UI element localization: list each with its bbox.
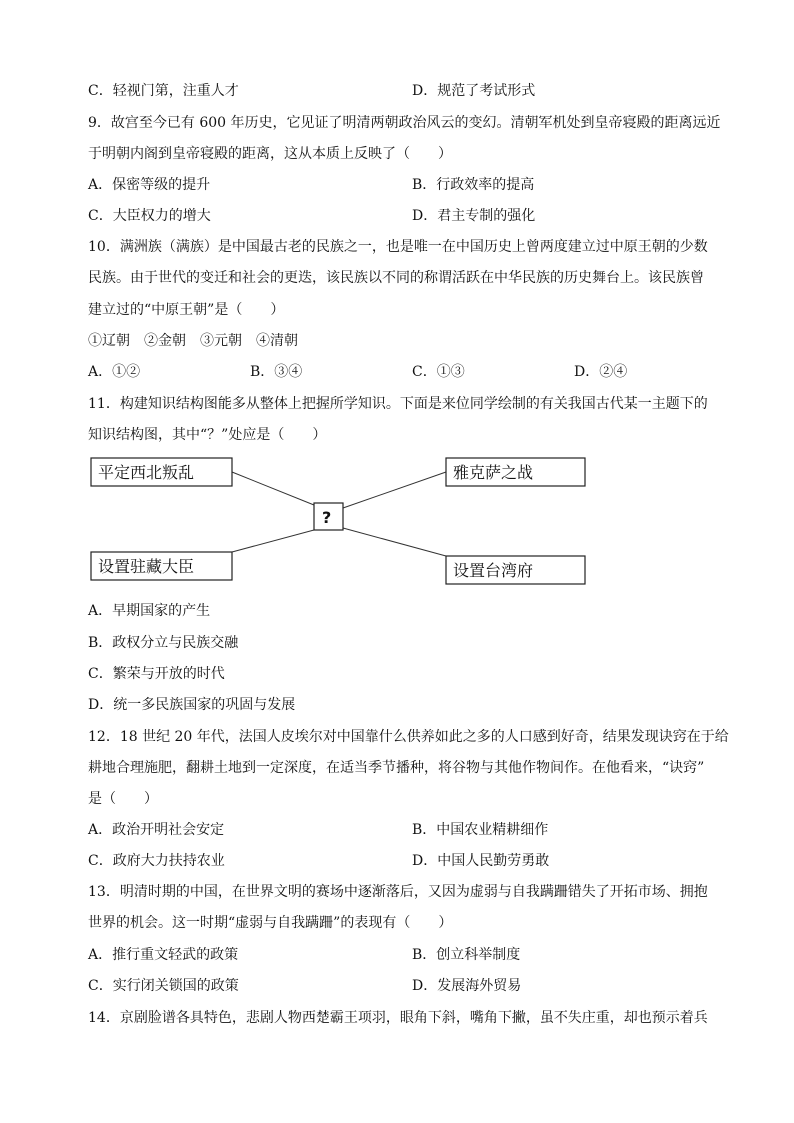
connector-top-left <box>232 472 314 505</box>
q9-option-b: B．行政效率的提高 <box>412 177 535 193</box>
q8-option-c: C．轻视门第，注重人才 <box>88 83 239 99</box>
q13-stem-line2: 世界的机会。这一时期“虚弱与自我蹒跚”的表现有（ ） <box>88 915 453 931</box>
diagram-label-bottom-right: 设置台湾府 <box>453 561 534 580</box>
connector-bottom-right <box>343 528 446 556</box>
q13-option-c: C．实行闭关锁国的政策 <box>88 978 239 994</box>
q10-stem-line2: 民族。由于世代的变迁和社会的更迭，该民族以不同的称谓活跃在中华民族的历史舞台上。该民族曾 <box>88 270 704 286</box>
q9-option-a: A．保密等级的提升 <box>88 177 211 193</box>
q12-option-b: B．中国农业精耕细作 <box>412 822 549 838</box>
q12-stem-line1: 12．18 世纪 20 年代，法国人皮埃尔对中国靠什么供养如此之多的人口感到好奇，结果发现诀窍在于给 <box>88 729 729 745</box>
q13-option-d: D．发展海外贸易 <box>412 978 522 994</box>
diagram-box-top-left <box>91 458 232 486</box>
diagram-label-bottom-left: 设置驻藏大臣 <box>98 557 195 576</box>
diagram-label-top-right: 雅克萨之战 <box>453 463 534 482</box>
q9-option-c: C．大臣权力的增大 <box>88 208 211 224</box>
q11-option-b: B．政权分立与民族交融 <box>88 635 239 651</box>
q10-option-a: A．①② <box>88 364 141 380</box>
connector-top-right <box>343 472 446 508</box>
q12-stem-line3: 是（ ） <box>88 791 158 807</box>
q13-option-a: A．推行重文轻武的政策 <box>88 947 239 963</box>
diagram-box-bottom-left <box>91 552 232 580</box>
q10-stem-line3: 建立过的“中原王朝”是（ ） <box>88 302 285 318</box>
q12-option-d: D．中国人民勤劳勇敢 <box>412 853 550 869</box>
q10-option-b: B．③④ <box>250 364 303 380</box>
q13-stem-line1: 13．明清时期的中国，在世界文明的赛场中逐渐落后，又因为虚弱与自我蹒跚错失了开拓市场、拥抱 <box>88 884 708 900</box>
q11-option-d: D．统一多民族国家的巩固与发展 <box>88 697 296 713</box>
diagram-box-center <box>314 503 343 530</box>
q8-option-d: D．规范了考试形式 <box>412 83 536 99</box>
q10-option-c: C．①③ <box>412 364 465 380</box>
q9-option-d: D．君主专制的强化 <box>412 208 536 224</box>
q11-option-a: A．早期国家的产生 <box>88 603 211 619</box>
diagram-label-top-left: 平定西北叛乱 <box>98 463 195 482</box>
diagram-box-bottom-right <box>446 556 585 584</box>
q9-stem-line1: 9．故宫至今已有 600 年历史，它见证了明清两朝政治风云的变幻。清朝军机处到皇帝寝殿的距离远近 <box>88 115 721 131</box>
q10-option-d: D．②④ <box>574 364 628 380</box>
q12-option-a: A．政治开明社会安定 <box>88 822 225 838</box>
q14-stem-line1: 14．京剧脸谱各具特色，悲剧人物西楚霸王项羽，眼角下斜，嘴角下撇，虽不失庄重，却也预示着兵 <box>88 1010 708 1026</box>
q11-stem-line1: 11．构建知识结构图能多从整体上把握所学知识。下面是来位同学绘制的有关我国古代某一主题下的 <box>88 396 708 412</box>
q12-stem-line2: 耕地合理施肥，翻耕土地到一定深度，在适当季节播种，将谷物与其他作物间作。在他看来，“诀窍” <box>88 760 705 776</box>
q13-option-b: B．创立科举制度 <box>412 947 521 963</box>
q12-option-c: C．政府大力扶持农业 <box>88 853 225 869</box>
q10-stem-line1: 10．满洲族（满族）是中国最古老的民族之一，也是唯一在中国历史上曾两度建立过中原王朝的少数 <box>88 239 708 255</box>
diagram-box-top-right <box>446 458 585 486</box>
q11-option-c: C．繁荣与开放的时代 <box>88 666 225 682</box>
diagram-label-center: ? <box>322 508 332 527</box>
connector-bottom-left <box>232 530 314 552</box>
q10-items: ①辽朝 ②金朝 ③元朝 ④清朝 <box>88 333 298 349</box>
q9-stem-line2: 于明朝内阁到皇帝寝殿的距离，这从本质上反映了（ ） <box>88 146 452 162</box>
q11-stem-line2: 知识结构图，其中“？”处应是（ ） <box>88 427 327 443</box>
